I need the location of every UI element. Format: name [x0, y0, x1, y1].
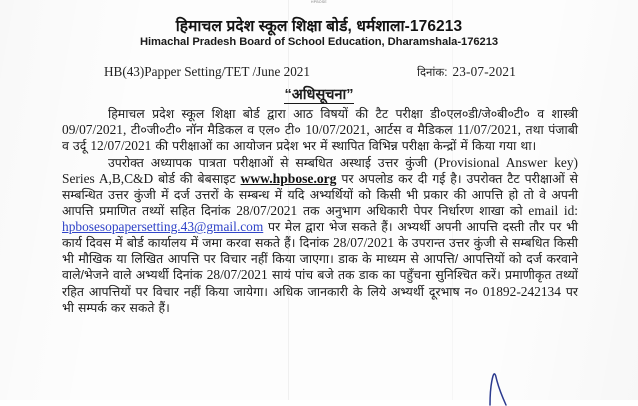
- para1-text-d: तथा पंजाबी व उर्दू: [62, 123, 578, 154]
- para2-text-h: पर भी सम्पर्क कर सकते हैं।: [62, 284, 578, 315]
- exam-date-arts-medical: 11/07/2021,: [457, 122, 522, 138]
- para2-text-f: के उपरान्त उत्तर कुंजी से सम्बधित किसी भी मौखिक या लिखित आपत्ति पर विचार नहीं किया जाएगा। डाक के माध्यम से आपत्ति/ आपत्तियों को दर्ज करवाने वाले/भेजने वाले अभ्यर्थी दिनांक: [62, 236, 578, 283]
- date-label: दिनांक:: [416, 67, 448, 79]
- page-title-text: “अधिसूचना”: [284, 87, 354, 103]
- document-date: [417, 64, 578, 80]
- para2-text-c: पर अपलोड कर दी गई है। उपरोक्त टैट परीक्षाओं से सम्बन्धित उत्तर कुंजी में दर्ज उत्तरों के सम्बन्ध में यदि अभ्यर्थियों को किसी भी प्रकार की आपत्ति हो तो वे अपनी आपत्ति प्रमाणित तथ्यों सहित दिनांक: [62, 172, 579, 219]
- para1-text-b: टी०जी०टी० नॉन मैडिकल व एल० टी०: [126, 123, 306, 138]
- para1-text-a: हिमाचल प्रदेश स्कूल शिक्षा बोर्ड द्वारा आठ विषयों की टैट परीक्षा डी०एल०डी/जे०बी०टी० व शास्त्री: [108, 107, 578, 121]
- reference-line: [104, 64, 578, 80]
- objection-deadline-date-2: 28/07/2021: [333, 235, 395, 251]
- contact-email-link[interactable]: hpbosesopapersetting.43@gmail.com: [62, 219, 264, 235]
- para2-text-e: पर मेल द्वारा भेज सकते हैं। अभ्यर्थी अपनी आपत्ति दस्ती तौर पर भी कार्य दिवस में बोर्ड कार्यालय में जमा करवा सकते हैं। दिनांक: [62, 220, 578, 251]
- para2-text-b: बोर्ड की बेबसाइट: [153, 172, 241, 187]
- board-emblem-label: HPBOSE: [311, 0, 327, 4]
- answer-key-series: (Provisional Answer key) Series A,B,C&D: [62, 155, 579, 187]
- date-value: 23-07-2021: [452, 64, 516, 79]
- para1-text-c: आर्टस व मैडिकल: [369, 123, 458, 138]
- exam-date-dled-jbt: 09/07/2021,: [62, 122, 127, 138]
- objection-deadline-date: 28/07/2021: [236, 203, 298, 219]
- para2-text-d: तक अनुभाग अधिकारी पेपर निर्धारण शाखा को: [297, 204, 529, 219]
- postal-deadline-date: 28/07/2021: [206, 267, 268, 283]
- paragraph-exam-schedule: [62, 106, 578, 154]
- file-number: HB(43)Papper Setting/TET /June 2021: [104, 64, 310, 79]
- contact-phone-number: 01892-242134: [482, 283, 561, 299]
- signature-stroke: [476, 372, 522, 406]
- exam-date-tgt-nonmedical: 10/07/2021,: [305, 122, 370, 138]
- page-title: [0, 84, 638, 104]
- paragraph-answer-key-objections: [62, 155, 578, 315]
- board-title-english: Himachal Pradesh Board of School Education, Dharamshala-176213: [139, 36, 499, 48]
- board-emblem-icon: [0, 0, 638, 5]
- para1-text-e: की परीक्षाओं का आयोजन प्रदेश भर में स्थापित विभिन्न परीक्षा केन्द्रों में किया गया था।: [151, 139, 537, 154]
- para2-text-a: उपरोक्त अध्यापक पात्रता परीक्षाओं से सम्बधित अस्थाई उत्तर कुंजी: [108, 156, 435, 171]
- exam-date-punjabi-urdu: 12/07/2021: [90, 138, 152, 154]
- board-title-hindi: हिमाचल प्रदेश स्कूल शिक्षा बोर्ड, धर्मशाला-176213: [175, 18, 463, 35]
- para2-text-g: सायं पांच बजे तक डाक का पहुँचना सुनिश्चित करें। प्रमाणीकृत तथ्यों रहित आपत्तियों पर विचार नहीं किया जायेगा। अधिक जानकारी के लिये अभ्यर्थी दूरभाष न०: [62, 268, 578, 299]
- email-id-label: email id:: [528, 203, 578, 219]
- board-website-link[interactable]: www.hpbose.org: [240, 171, 337, 187]
- document-body: [62, 106, 578, 317]
